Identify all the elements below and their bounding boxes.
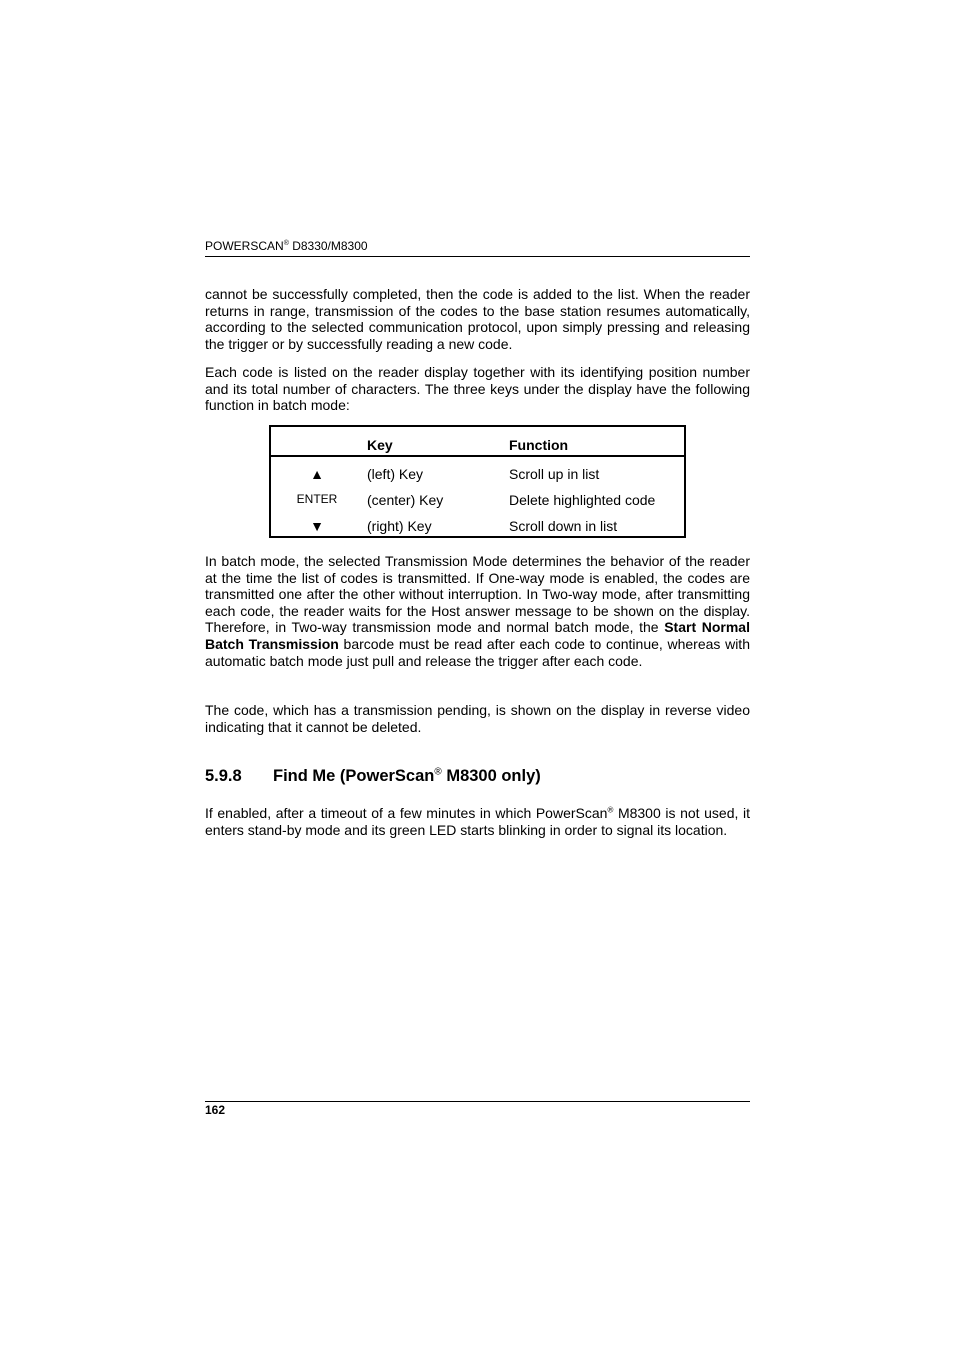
section-title-before: Find Me (PowerScan: [273, 767, 435, 785]
table-cell-key: (center) Key: [367, 492, 444, 508]
find-me-text-before: If enabled, after a timeout of a few minutes in which PowerScan: [205, 805, 608, 821]
key-function-table: [269, 425, 686, 538]
up-arrow-icon: ▲: [310, 466, 324, 482]
find-me-text-after: M8300 is not used, it enters stand-by mode and its green LED starts blinking in order to signal its location.: [205, 805, 751, 838]
paragraph-pending-code: The code, which has a transmission pending, is shown on the display in reverse video indicating that it cannot be deleted.: [205, 702, 750, 735]
table-cell-function: Scroll down in list: [509, 518, 618, 534]
table-cell-function: Scroll up in list: [509, 466, 600, 482]
paragraph-continued: cannot be successfully completed, then the code is added to the list. When the reader returns in range, transmission of the codes to the base station resumes automatically, according to the selected communication protocol, upon simply pressing and releasing the trigger or by successfully reading a new code.: [205, 286, 750, 352]
paragraph-code-list: Each code is listed on the reader display together with its identifying position number and its total number of characters. The three keys under the display have the following function in batch mode:: [205, 364, 750, 414]
header-model: D8330/M8300: [288, 239, 368, 253]
page-footer: [205, 1101, 750, 1118]
table-header-row: [271, 427, 684, 457]
running-header: [205, 239, 750, 257]
paragraph-batch-mode: [205, 553, 750, 669]
down-arrow-icon: ▼: [310, 518, 324, 534]
section-number: 5.9.8: [205, 767, 242, 785]
page-number: 162: [205, 1103, 226, 1117]
table-header-function: Function: [509, 437, 569, 453]
batch-text-before: In batch mode, the selected Transmission Mode determines the behavior of the reader at the time the list of codes is transmitted. If One-way mode is enabled, the codes are transmitted one after the other without interruption. In Two-way mode, after transmitting each code, the reader waits for the Host answer message to be shown on the display. Therefore, in Two-way transmission mode and normal batch mode, the: [205, 553, 750, 636]
table-cell-key: (right) Key: [367, 518, 432, 534]
batch-text-after: barcode must be read after each code to continue, whereas with automatic batch mode just pull and release the trigger after each code.: [205, 635, 750, 669]
batch-text-bold: Start Normal Batch Transmission: [205, 619, 750, 652]
header-product: POWERSCAN: [205, 239, 284, 253]
header-reg-mark: ®: [283, 240, 289, 247]
section-title-after: M8300 only): [441, 767, 541, 785]
table-cell-key: (left) Key: [367, 466, 424, 482]
table-cell-function: Delete highlighted code: [509, 492, 656, 508]
section-title-reg-mark: ®: [434, 766, 442, 778]
section-title: [273, 767, 541, 786]
find-me-reg-mark: ®: [607, 805, 614, 815]
enter-key-label: ENTER: [296, 492, 338, 506]
table-header-key: Key: [367, 437, 393, 453]
paragraph-find-me: [205, 805, 750, 838]
